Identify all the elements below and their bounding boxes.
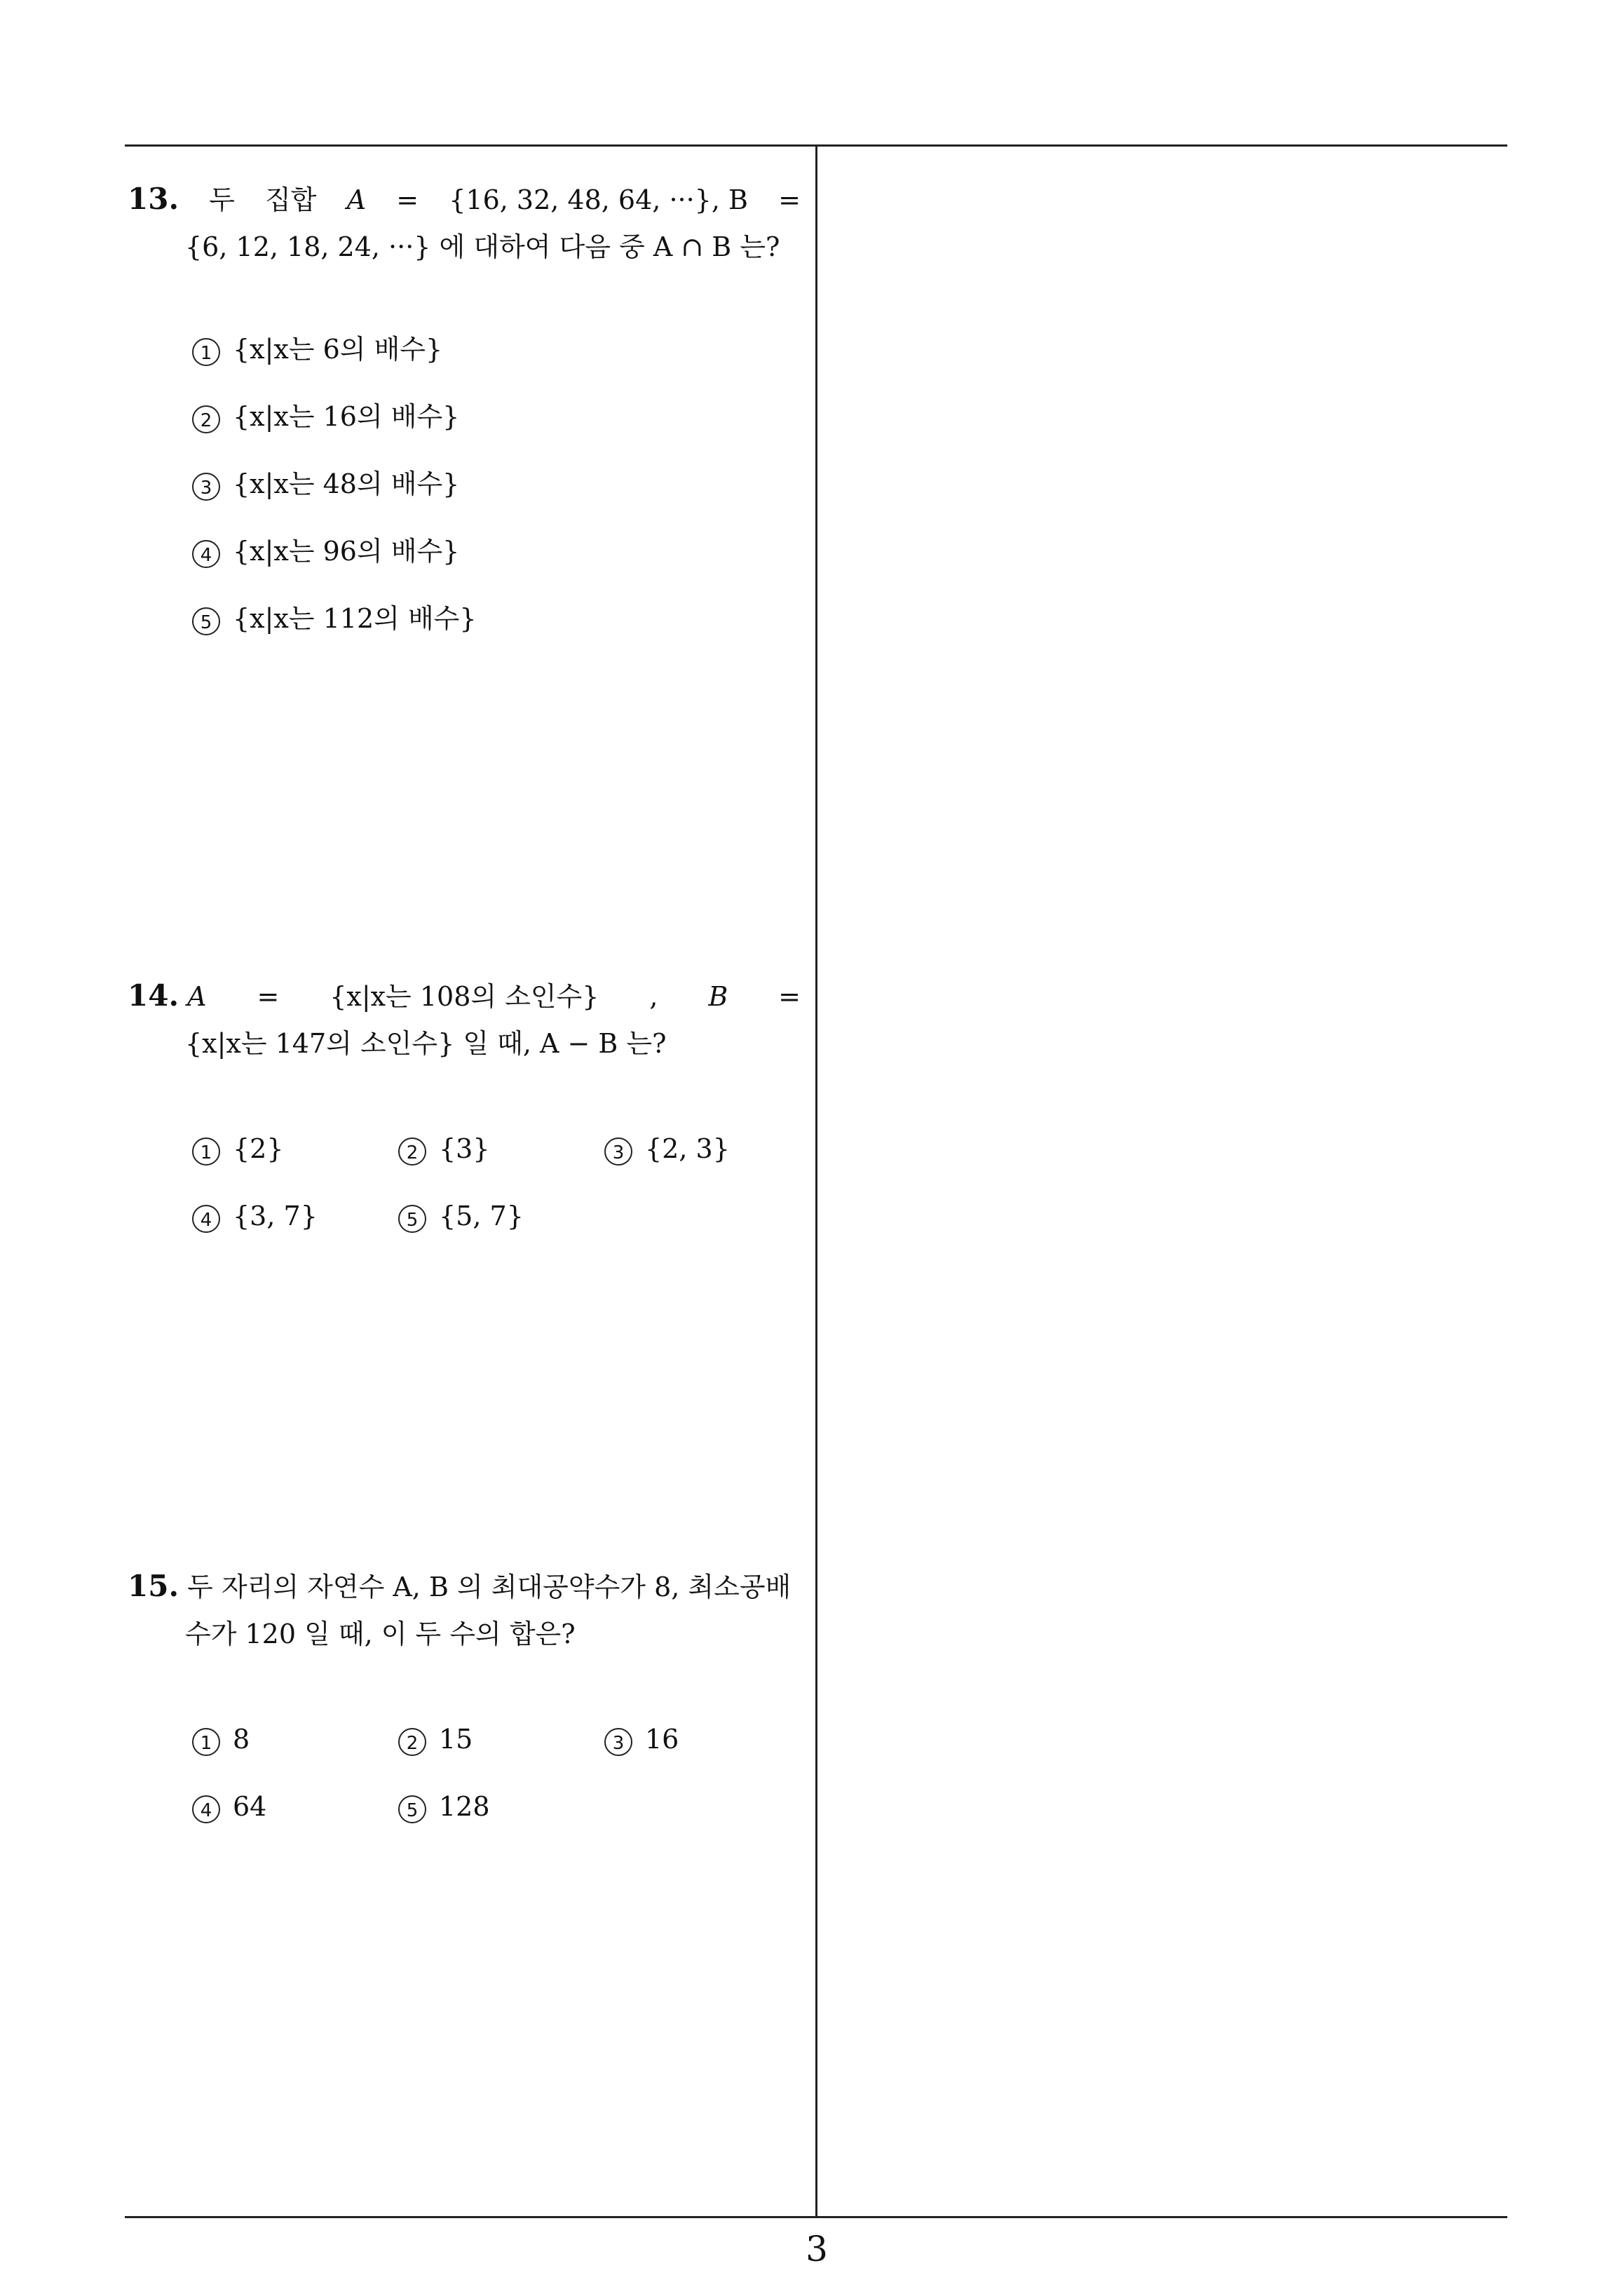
circled-number-icon: 1 bbox=[192, 338, 220, 366]
choice-5[interactable] bbox=[398, 1198, 524, 1234]
stem-word: B bbox=[708, 981, 728, 1012]
choice-text: {x|x는 96의 배수} bbox=[233, 536, 460, 567]
circled-number-icon: 2 bbox=[192, 405, 220, 433]
problem-14-lead bbox=[128, 978, 207, 1015]
stem-word: = bbox=[257, 981, 280, 1012]
problem-14 bbox=[128, 978, 801, 1244]
choice-text: {3} bbox=[439, 1133, 490, 1164]
problem-13-stem-line-1 bbox=[128, 181, 801, 218]
circled-number-icon: 4 bbox=[192, 1795, 220, 1823]
choice-text: 15 bbox=[439, 1724, 473, 1755]
stem-word: A bbox=[346, 184, 367, 215]
circled-number-icon: 4 bbox=[192, 540, 220, 568]
stem-word: 집합 bbox=[265, 184, 317, 215]
choice-text: 8 bbox=[233, 1724, 250, 1755]
choice-1[interactable] bbox=[192, 1721, 250, 1757]
choice-4[interactable] bbox=[192, 1788, 266, 1825]
circled-number-icon: 2 bbox=[398, 1137, 426, 1166]
stem-word: {x|x는 108의 소인수} bbox=[330, 981, 599, 1012]
problem-15 bbox=[128, 1568, 801, 1835]
stem-word: = bbox=[778, 981, 801, 1012]
problem-14-stem-line-1 bbox=[128, 978, 801, 1015]
circled-number-icon: 5 bbox=[398, 1205, 426, 1233]
choice-text: {2, 3} bbox=[645, 1133, 730, 1164]
page-number: 3 bbox=[806, 2229, 828, 2269]
choice-text: 16 bbox=[645, 1724, 679, 1755]
problem-14-stem-line-2: {x|x는 147의 소인수} 일 때, A − B 는? bbox=[185, 1028, 667, 1059]
problem-13-stem-line-2: {6, 12, 18, 24, ···} 에 대하여 다음 중 A ∩ B 는? bbox=[185, 231, 780, 262]
stem-word: {16, 32, 48, 64, ···}, B bbox=[449, 184, 748, 215]
choice-text: {3, 7} bbox=[233, 1201, 318, 1231]
bottom-rule bbox=[125, 2216, 1507, 2218]
choice-text: {5, 7} bbox=[439, 1201, 524, 1231]
problem-13 bbox=[128, 181, 801, 658]
circled-number-icon: 1 bbox=[192, 1728, 220, 1756]
stem-word: A bbox=[187, 981, 207, 1012]
choice-1[interactable] bbox=[192, 331, 442, 367]
circled-number-icon: 2 bbox=[398, 1728, 426, 1756]
problem-15-number: 15. bbox=[128, 1569, 179, 1603]
choice-text: {x|x는 112의 배수} bbox=[233, 603, 477, 634]
choice-1[interactable] bbox=[192, 1130, 284, 1167]
stem-word: = bbox=[396, 184, 419, 215]
choice-2[interactable] bbox=[398, 1130, 490, 1167]
stem-text: 두 자리의 자연수 A, B 의 최대공약수가 8, 최소공배 bbox=[187, 1572, 792, 1602]
stem-word: , bbox=[649, 981, 658, 1012]
problem-13-number: 13. bbox=[128, 182, 179, 216]
choice-text: {x|x는 6의 배수} bbox=[233, 334, 443, 365]
choice-text: {x|x는 16의 배수} bbox=[233, 401, 460, 432]
choice-text: {x|x는 48의 배수} bbox=[233, 468, 460, 499]
circled-number-icon: 4 bbox=[192, 1205, 220, 1233]
circled-number-icon: 1 bbox=[192, 1137, 220, 1166]
choice-text: 64 bbox=[233, 1791, 267, 1822]
problem-15-stem-line-1 bbox=[128, 1568, 801, 1605]
choice-2[interactable] bbox=[192, 398, 459, 435]
problem-15-stem-line-2: 수가 120 일 때, 이 두 수의 합은? bbox=[185, 1619, 576, 1649]
choice-3[interactable] bbox=[604, 1130, 730, 1167]
circled-number-icon: 3 bbox=[192, 473, 220, 501]
choice-2[interactable] bbox=[398, 1721, 473, 1757]
choice-text: {2} bbox=[233, 1133, 284, 1164]
problem-14-number: 14. bbox=[128, 978, 179, 1013]
choice-5[interactable] bbox=[192, 600, 477, 637]
column-divider bbox=[815, 144, 817, 2217]
choice-4[interactable] bbox=[192, 1198, 318, 1234]
circled-number-icon: 3 bbox=[604, 1137, 632, 1166]
choice-4[interactable] bbox=[192, 533, 459, 569]
circled-number-icon: 5 bbox=[192, 607, 220, 635]
choice-3[interactable] bbox=[604, 1721, 679, 1757]
choice-text: 128 bbox=[439, 1791, 490, 1822]
circled-number-icon: 5 bbox=[398, 1795, 426, 1823]
circled-number-icon: 3 bbox=[604, 1728, 632, 1756]
stem-word: 두 bbox=[209, 184, 235, 215]
choice-3[interactable] bbox=[192, 466, 459, 502]
choice-5[interactable] bbox=[398, 1788, 490, 1825]
stem-word: = bbox=[778, 184, 801, 215]
